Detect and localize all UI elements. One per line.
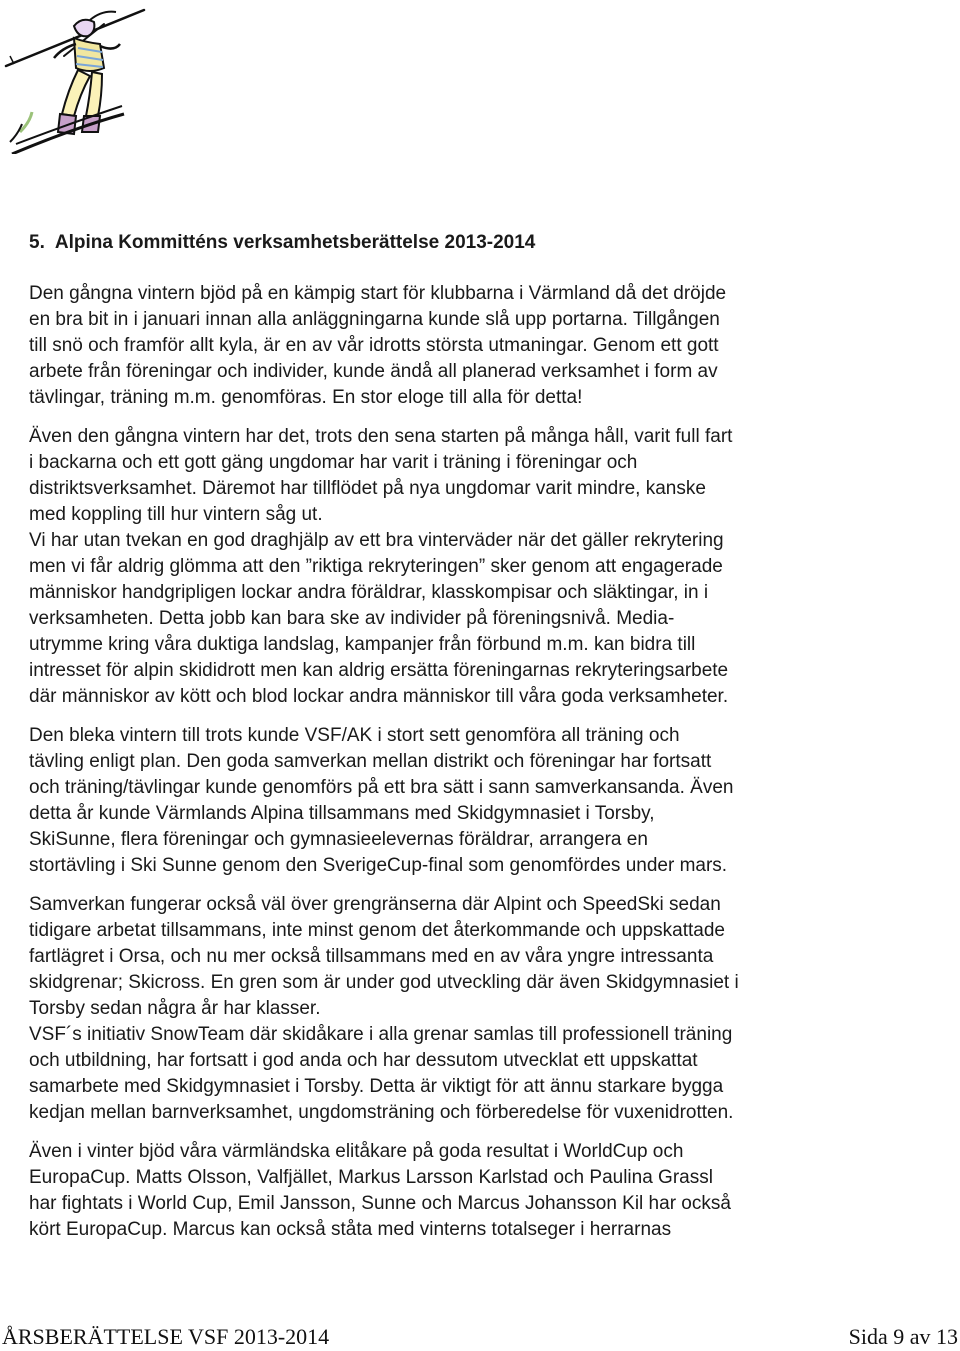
page-number: Sida 9 av 13 <box>848 1324 958 1349</box>
text-line: och träning/tävlingar kunde genomförs på ett bra sätt i sann samverkansanda. Även <box>29 777 734 798</box>
section-number: 5. <box>29 232 45 253</box>
paragraph <box>29 892 934 1022</box>
text-line: och utbildning, har fortsatt i god anda och har dessutom utvecklat ett uppskattat <box>29 1050 698 1071</box>
text-line: VSF´s initiativ SnowTeam där skidåkare i alla grenar samlas till professionell träning <box>29 1024 733 1045</box>
text-line: Den gångna vintern bjöd på en kämpig start för klubbarna i Värmland då det dröjde <box>29 283 727 304</box>
text-line: Den bleka vintern till trots kunde VSF/AK i stort sett genomföra all träning och <box>29 725 680 746</box>
paragraph <box>29 1022 934 1126</box>
footer-title: ÅRSBERÄTTELSE VSF 2013-2014 <box>2 1324 330 1349</box>
text-line: Vi har utan tvekan en god draghjälp av ett bra vinterväder när det gäller rekrytering <box>29 530 724 551</box>
text-line: verksamheten. Detta jobb kan bara ske av individer på föreningsnivå. Media- <box>29 608 675 629</box>
text-line: detta år kunde Värmlands Alpina tillsammans med Skidgymnasiet i Torsby, <box>29 803 655 824</box>
section-title: Alpina Kommitténs verksamhetsberättelse 2013-2014 <box>54 232 536 253</box>
text-line: tävlingar, träning m.m. genomföras. En stor eloge till alla för detta! <box>29 387 583 408</box>
text-line: distriktsverksamhet. Däremot har tillflödet på nya ungdomar varit mindre, kanske <box>29 478 706 499</box>
text-line: skidgrenar; Skicross. En gren som är under god utveckling där även Skidgymnasiet i <box>29 972 739 993</box>
text-line: kört EuropaCup. Marcus kan också ståta med vinterns totalseger i herrarnas <box>29 1219 672 1240</box>
paragraph <box>29 424 934 528</box>
text-line: fartlägret i Orsa, och nu mer också tillsammans med en av våra yngre intressanta <box>29 946 714 967</box>
text-line: en bra bit in i januari innan alla anläggningarna kunde slå upp portarna. Tillgången <box>29 309 720 330</box>
text-line: där människor av kött och blod lockar andra människor till våra goda verksamheter. <box>29 686 729 707</box>
text-line: utrymme kring våra duktiga landslag, kampanjer från förbund m.m. kan bidra till <box>29 634 696 655</box>
text-line: med koppling till hur vintern såg ut. <box>29 504 323 525</box>
report-body <box>29 281 934 1243</box>
text-line: Även i vinter bjöd våra värmländska elitåkare på goda resultat i WorldCup och <box>29 1141 684 1162</box>
skier-icon <box>4 4 154 154</box>
text-line: samarbete med Skidgymnasiet i Torsby. Detta är viktigt för att ännu starkare bygga <box>29 1076 724 1097</box>
text-line: arbete från föreningar och individer, kunde ändå all planerad verksamhet i form av <box>29 361 718 382</box>
paragraph <box>29 723 934 879</box>
text-line: intresset för alpin skididrott men kan aldrig ersätta föreningarnas rekryteringsarbete <box>29 660 729 681</box>
text-line: Torsby sedan några år har klasser. <box>29 998 321 1019</box>
paragraph <box>29 281 934 411</box>
text-line: tävling enligt plan. Den goda samverkan mellan distrikt och föreningar har fortsatt <box>29 751 712 772</box>
text-line: EuropaCup. Matts Olsson, Valfjället, Markus Larsson Karlstad och Paulina Grassl <box>29 1167 713 1188</box>
paragraph <box>29 528 934 710</box>
section-heading <box>29 230 535 256</box>
text-line: tidigare arbetat tillsammans, inte minst genom det återkommande och uppskattade <box>29 920 725 941</box>
text-line: SkiSunne, flera föreningar och gymnasieelevernas föräldrar, arrangera en <box>29 829 648 850</box>
text-line: människor handgripligen lockar andra föräldrar, klasskompisar och släktingar, in i <box>29 582 709 603</box>
text-line: kedjan mellan barnverksamhet, ungdomsträning och förberedelse för vuxenidrotten. <box>29 1102 734 1123</box>
text-line: i backarna och ett gott gäng ungdomar har varit i träning i föreningar och <box>29 452 638 473</box>
text-line: till snö och framför allt kyla, är en av vår idrotts största utmaningar. Genom ett gott <box>29 335 719 356</box>
text-line: stortävling i Ski Sunne genom den SverigeCup-final som genomfördes under mars. <box>29 855 728 876</box>
text-line: men vi får aldrig glömma att den ”riktiga rekryteringen” sker genom att engagerade <box>29 556 723 577</box>
text-line: Även den gångna vintern har det, trots den sena starten på många håll, varit full fart <box>29 426 733 447</box>
paragraph <box>29 1139 934 1243</box>
text-line: har fightats i World Cup, Emil Jansson, Sunne och Marcus Johansson Kil har också <box>29 1193 731 1214</box>
text-line: Samverkan fungerar också väl över grengränserna där Alpint och SpeedSki sedan <box>29 894 721 915</box>
